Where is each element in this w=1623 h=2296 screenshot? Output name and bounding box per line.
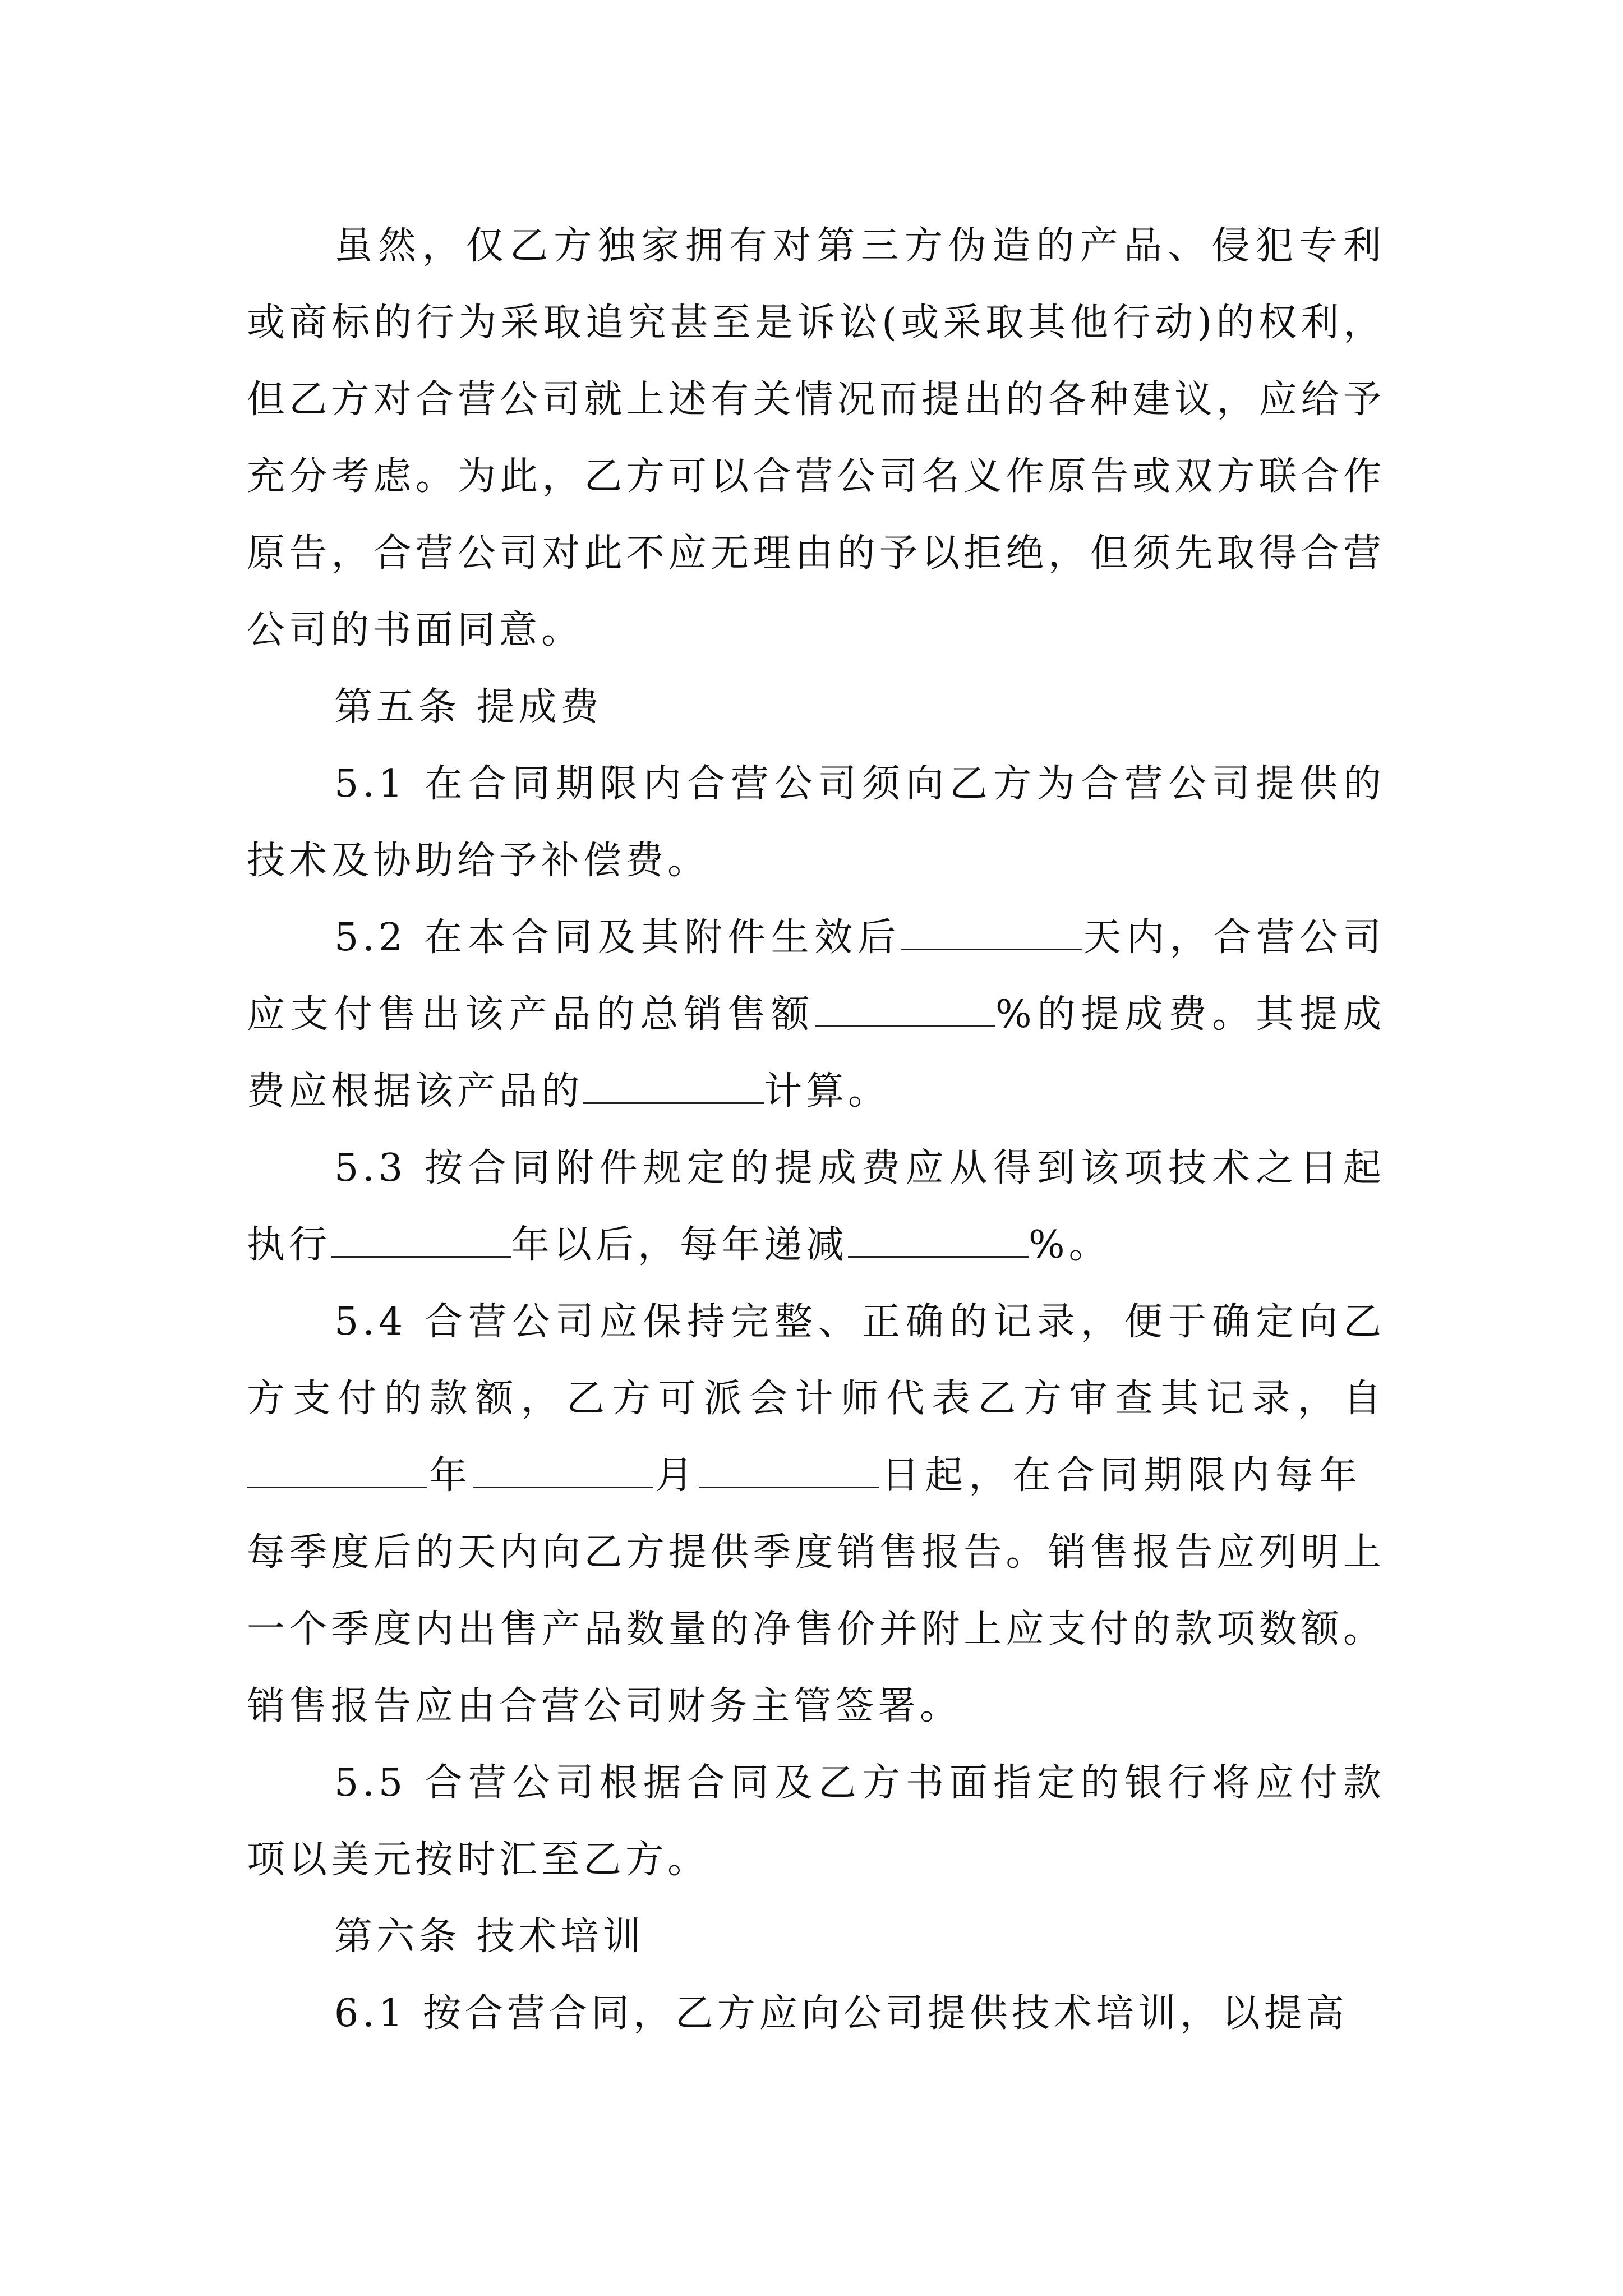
clause-5-2-text-d: 计算。 xyxy=(764,1069,891,1114)
clause-5-4-text-c: 月 xyxy=(653,1453,699,1498)
blank-years xyxy=(331,1223,511,1258)
clause-5-2-text-c: %的提成费。其提成费应根据该产品的 xyxy=(247,992,1385,1114)
clause-5-4 xyxy=(247,1283,1385,1745)
clause-6-1: 6.1 按合营合同，乙方应向公司提供技术培训，以提高 xyxy=(334,1991,1348,2036)
clause-5-3-text-b: 年以后，每年递减 xyxy=(511,1223,849,1267)
blank-month xyxy=(473,1454,653,1488)
clause-5-3-text-a: 5.3 按合同附件规定的提成费应从得到该项技术之日起执行 xyxy=(247,1146,1385,1267)
clause-5-2-text-a: 5.2 在本合同及其附件生效后 xyxy=(334,915,901,960)
clause-5-5: 5.5 合营公司根据合同及乙方书面指定的银行将应付款项以美元按时汇至乙方。 xyxy=(247,1761,1385,1882)
clause-5-2 xyxy=(247,899,1385,1130)
document-body xyxy=(247,208,1385,2052)
clause-5-1: 5.1 在合同期限内合营公司须向乙方为合营公司提供的技术及协助给予补偿费。 xyxy=(247,762,1385,883)
clause-5-4-text-a: 5.4 合营公司应保持完整、正确的记录，便于确定向乙方支付的款额，乙方可派会计师代表乙方审查其记录，自 xyxy=(247,1300,1385,1421)
blank-year xyxy=(247,1454,427,1488)
clause-5-3 xyxy=(247,1130,1385,1283)
blank-decrease-percent xyxy=(848,1223,1029,1258)
blank-percent xyxy=(815,993,995,1027)
clause-5-4-text-d: 日起，在合同期限内每年 xyxy=(879,1453,1363,1498)
article-5-heading: 第五条 提成费 xyxy=(334,685,603,729)
paragraph-trademark-litigation: 虽然，仅乙方独家拥有对第三方伪造的产品、侵犯专利或商标的行为采取追究甚至是诉讼(或采取其他行动)的权利，但乙方对合营公司就上述有关情况而提出的各种建议，应给予充分考虑。为此，乙方可以合营公司名义作原告或双方联合作原告，合营公司对此不应无理由的予以拒绝，但须先取得合营公司的书面同意。 xyxy=(247,224,1385,652)
clause-5-2-text-b: 天内，合营公司应支付售出该产品的总销售额 xyxy=(247,915,1385,1037)
blank-days xyxy=(901,916,1082,950)
article-6-heading: 第六条 技术培训 xyxy=(334,1915,645,1959)
clause-5-3-text-c: %。 xyxy=(1029,1223,1111,1267)
clause-5-4-text-b: 年 xyxy=(427,1453,473,1498)
blank-basis xyxy=(583,1070,764,1104)
blank-day xyxy=(699,1454,879,1488)
clause-5-4-text-e: 每季度后的天内向乙方提供季度销售报告。销售报告应列明上一个季度内出售产品数量的净售价并附上应支付的款项数额。销售报告应由合营公司财务主管签署。 xyxy=(247,1530,1385,1728)
